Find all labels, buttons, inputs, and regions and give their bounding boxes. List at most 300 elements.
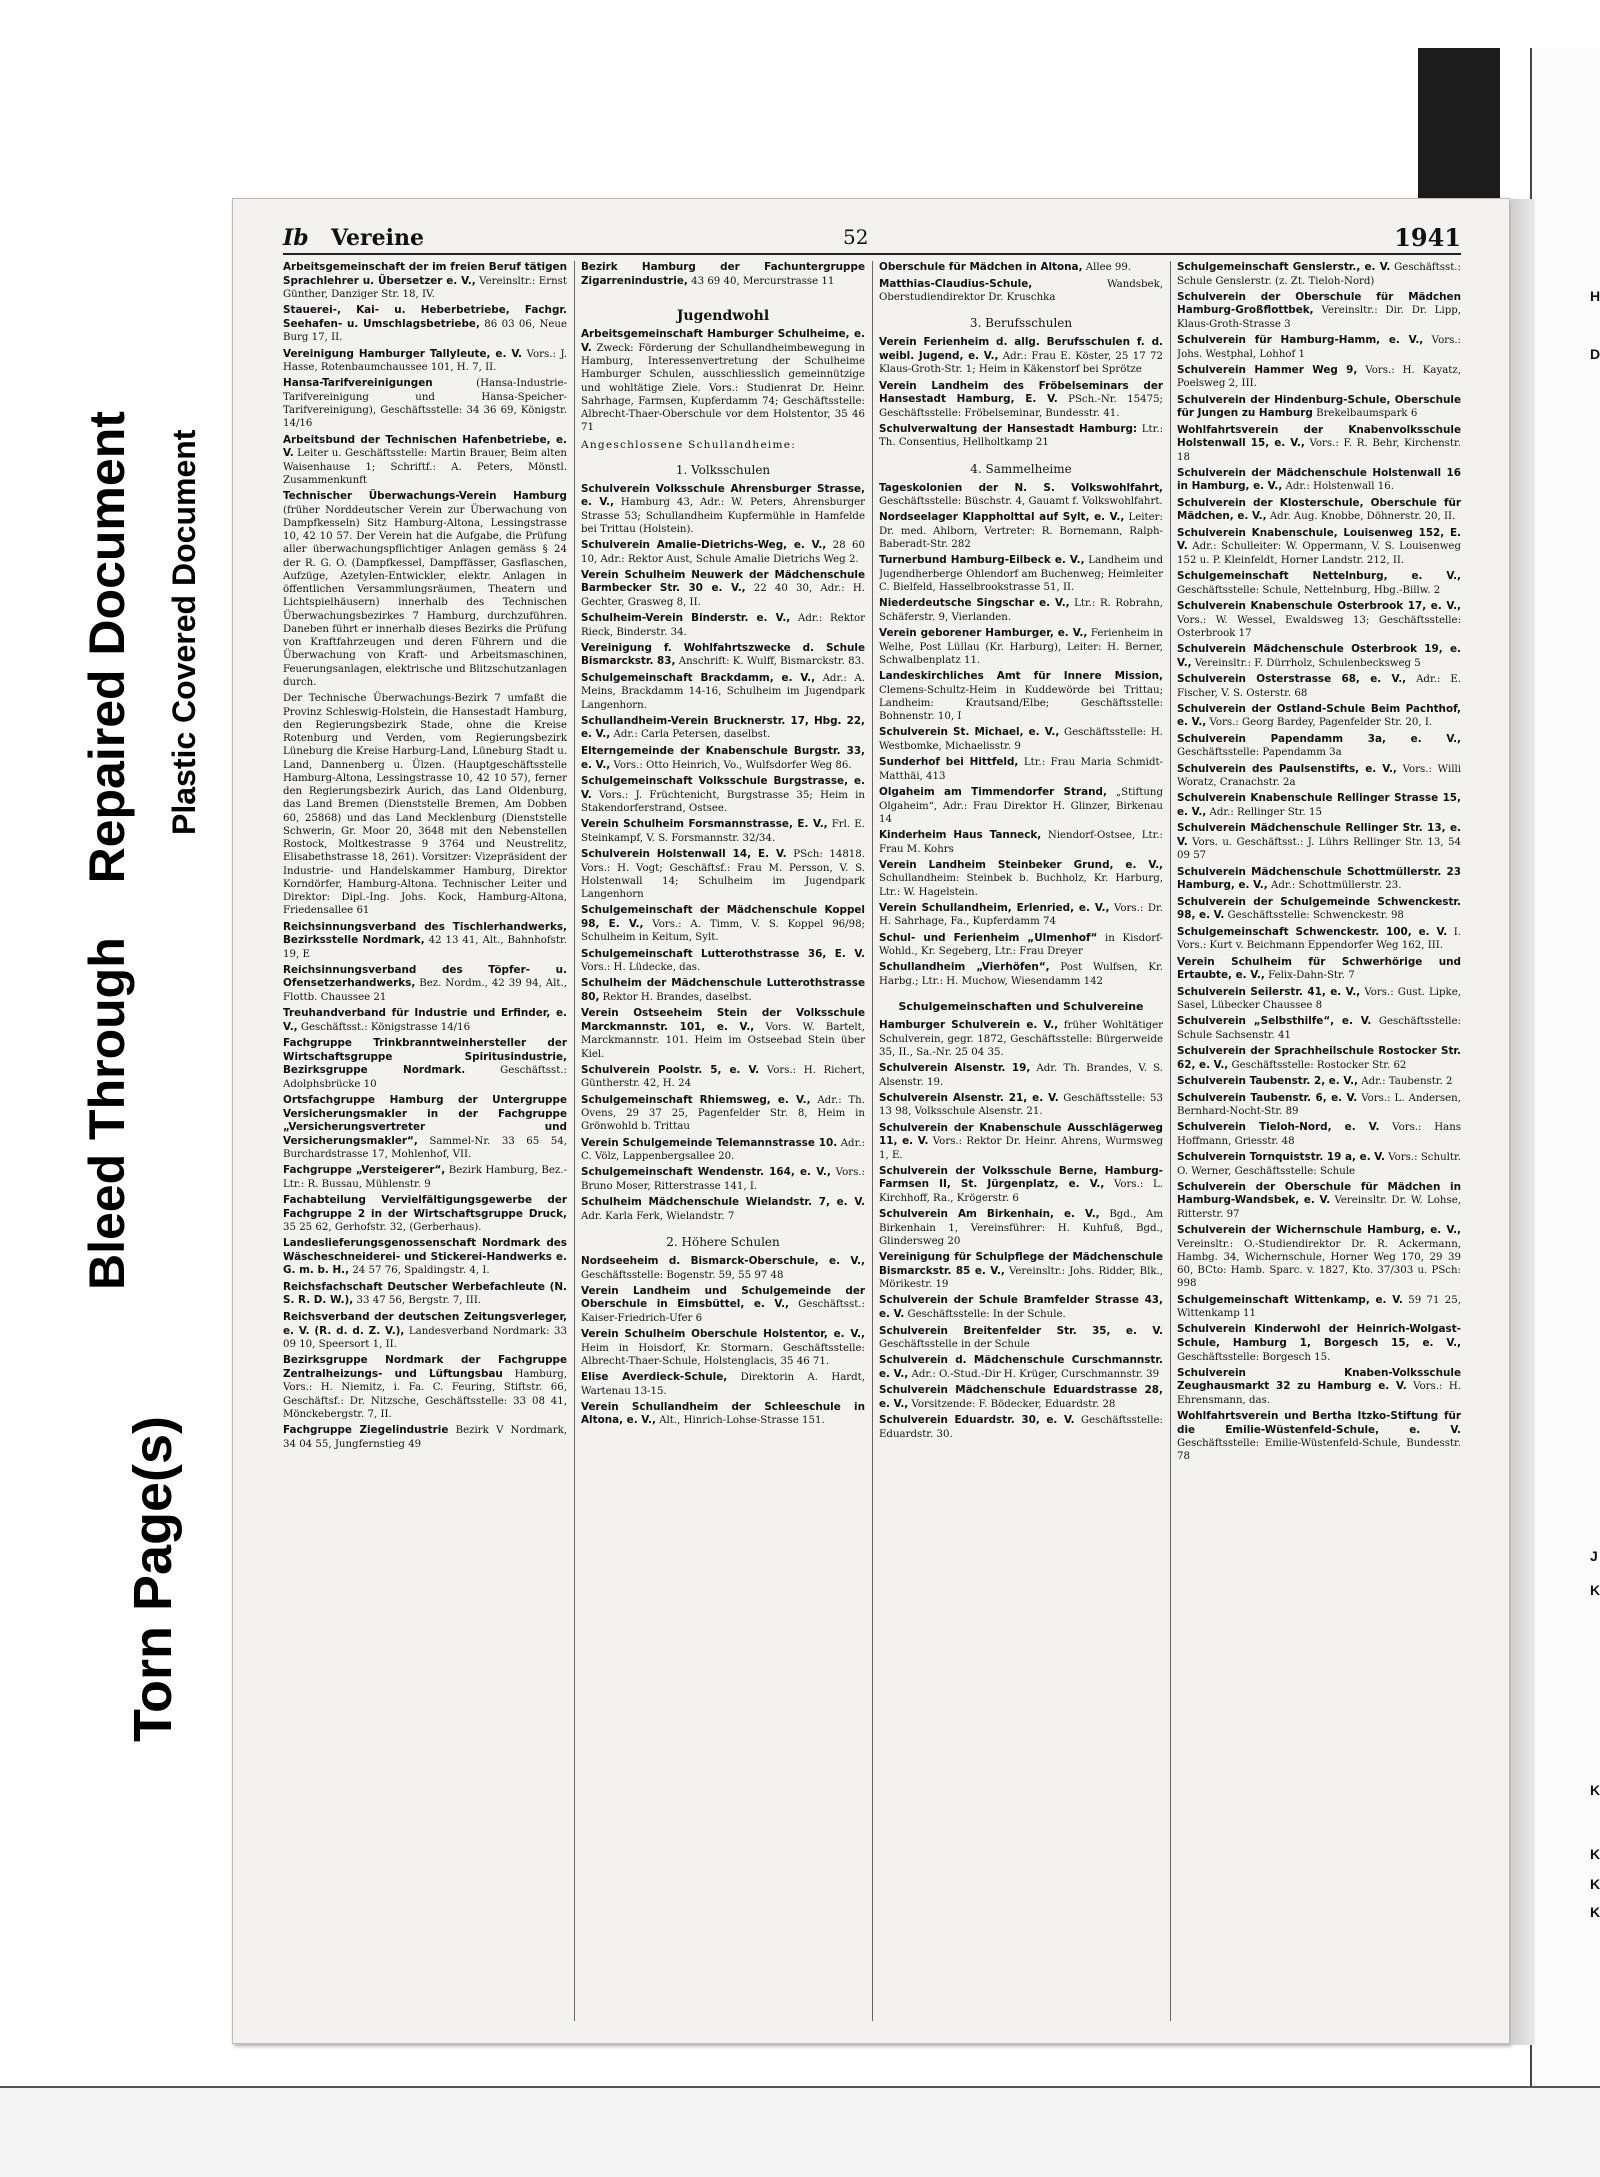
directory-entry	[581, 1328, 865, 1368]
entry-details: Adr.: E. Fischer, V. S. Osterstr. 68	[1177, 674, 1461, 699]
directory-entry	[283, 304, 567, 344]
directory-entry	[581, 948, 865, 975]
directory-entry	[879, 1294, 1163, 1321]
entry-details: Geschäftsstelle: 53 13 98, Volksschule Alsenstr. 21.	[879, 1092, 1163, 1118]
margin-letter: D	[1590, 346, 1600, 362]
entry-details: 24 57 76, Spaldingstr. 4, I.	[352, 1265, 490, 1277]
entry-details: „Stiftung Olgaheim“, Adr.: Frau Direktor H. Glinzer, Birkenau 14	[879, 786, 1163, 825]
margin-letter: K	[1590, 1876, 1600, 1892]
directory-entry	[1177, 1367, 1461, 1407]
directory-entry	[1177, 986, 1461, 1013]
entry-details: Frl. E. Steinkampf, V. S. Forsmannstr. 32/34.	[581, 819, 865, 844]
entry-details: Ltr.: R. Robrahn, Schäferstr. 9, Vierlanden.	[879, 598, 1163, 623]
directory-entry	[581, 1094, 865, 1134]
condition-labels	[60, 330, 240, 1750]
margin-letter: K	[1590, 1582, 1600, 1598]
entry-name: Schulverein der Klosterschule, Oberschule für Mädchen, e. V.,	[1177, 496, 1461, 523]
directory-entry	[1177, 334, 1461, 361]
directory-entry	[1177, 822, 1461, 862]
directory-entry	[1177, 1294, 1461, 1321]
label-bleed-through	[78, 411, 136, 1290]
entry-details: Vors.: Rektor Dr. Heinr. Ahrens, Wurmsweg 1, E.	[879, 1136, 1163, 1161]
entry-details: Adr.: O.-Stud.-Dir H. Krüger, Curschmannstr. 39	[911, 1368, 1160, 1380]
entry-details: Adr.: C. Völz, Lappenbergsallee 20.	[581, 1137, 865, 1163]
directory-entry	[1177, 1121, 1461, 1148]
directory-entry	[1177, 1015, 1461, 1042]
entry-name: Schulverein Mädchenschule Eduardstrasse 28, e. V.,	[879, 1384, 1163, 1410]
directory-entry	[1177, 1045, 1461, 1072]
directory-entry	[879, 829, 1163, 856]
directory-entry	[1177, 763, 1461, 790]
entry-name: Schulverein der Hindenburg-Schule, Oberschule für Jungen zu Hamburg	[1177, 393, 1461, 420]
directory-entry	[1177, 467, 1461, 494]
entry-name: Schulverein der Wichernschule Hamburg, e. V.,	[1177, 1224, 1461, 1237]
directory-entry	[283, 1354, 567, 1421]
entry-name: Elise Averdieck-Schule,	[581, 1371, 728, 1384]
entry-name: Schulgemeinschaft Brackdamm, e. V.,	[581, 671, 816, 684]
entry-list	[1177, 261, 1461, 1464]
entry-details: Adr. Aug. Knobbe, Döhnerstr. 20, II.	[1269, 511, 1456, 523]
entry-details: Geschäftsst.: Kaiser-Friedrich-Ufer 6	[581, 1299, 865, 1324]
label-torn-pages: Torn Page(s)	[123, 1415, 183, 1742]
directory-entry	[879, 1165, 1163, 1205]
column-rule	[574, 261, 575, 2021]
entry-name: Ortsfachgruppe Hamburg der Untergruppe Versicherungsmakler in der Fachgruppe „Versicherungsvertreter und Versicherungsmakler“,	[283, 1094, 567, 1147]
entry-details: Vors.: L. Andersen, Bernhard-Nocht-Str. 89	[1177, 1092, 1461, 1118]
entry-details: Adr.: A. Meins, Brackdamm 14-16, Schulheim im Jugendpark Langenhorn.	[581, 672, 865, 711]
entry-details: Alt., Hinrich-Lohse-Strasse 151.	[659, 1415, 825, 1427]
margin-letter: K	[1590, 1782, 1600, 1798]
entry-details: Adr.: Rellinger Str. 15	[1209, 806, 1322, 818]
directory-entry	[283, 1237, 567, 1278]
entry-name: Schulverein Volksschule Ahrensburger Strasse, e. V.,	[581, 482, 865, 509]
entry-details: Adr.: Schulleiter: W. Oppermann, V. S. Louisenweg 152 u. P. Kleinfeldt, Horner Landstr. 212, II.	[1177, 541, 1461, 566]
entry-name: Verein Schulheim für Schwerhörige und Ertaubte, e. V.,	[1177, 955, 1461, 982]
entry-name: Schulverein Hammer Weg 9,	[1177, 363, 1358, 376]
entry-name: Kinderheim Haus Tanneck,	[879, 829, 1042, 841]
entry-name: Tageskolonien der N. S. Volkswohlfahrt,	[879, 481, 1163, 494]
directory-entry	[879, 482, 1163, 509]
entry-name: Hansa-Tarifvereinigungen	[283, 377, 433, 390]
entry-details: 42 13 41, Alt., Bahnhofstr. 19, E	[283, 935, 567, 960]
entry-name: Schulverein der Oberschule für Mädchen in Hamburg-Wandsbek, e. V.	[1177, 1180, 1461, 1207]
entry-details: (früher Norddeutscher Verein zur Überwachung von Dampfkesseln) Sitz Hamburg-Altona, Lessingstrasse 10, 42 10 57. Der Verein hat die Aufgabe, die Prüfung aller überwachungspflichtiger Anlagen gemäss § 24 der R. G. O. (Dampfkessel, Dampffässer, Gasflaschen, Aufzüge, Azetylen-Entwickler, elektr. Anlagen in öffentlichen Versammlungsräumen, Theatern und Lichtspielhäusern) innerhalb des Technischen Überwachungsbezirkes 7 Hamburg, durchzuführen. Daneben führt er innerhalb dieses Bezirks die Prüfung von Kraftfahrzeugen und deren Führern und die Überwachung von Kraft- und Arbeitsmaschinen, Feuerungsanlagen, elektrische und Blitzschutzanlagen durch.	[283, 504, 567, 688]
directory-entry	[1177, 1151, 1461, 1178]
entry-name: Schulheim-Verein Binderstr. e. V.,	[581, 612, 791, 625]
directory-entry	[283, 1037, 567, 1091]
directory-entry	[1177, 424, 1461, 464]
directory-entry	[1177, 956, 1461, 983]
directory-entry	[581, 569, 865, 609]
entry-name: Olgaheim am Timmendorfer Strand,	[879, 785, 1107, 798]
margin-letter: K	[1590, 1904, 1600, 1920]
entry-name: Reichsinnungsverband des Töpfer- u. Ofensetzerhandwerks,	[283, 963, 567, 990]
directory-entry	[581, 642, 865, 669]
directory-entry	[879, 336, 1163, 376]
entry-details: Anschrift: K. Wulff, Bismarckstr. 83.	[678, 656, 865, 668]
entry-name: Matthias-Claudius-Schule,	[879, 277, 1033, 290]
entry-name: Nordseelager Klappholttal auf Sylt, e. V.,	[879, 511, 1125, 524]
entry-details: Geschäftsstelle: Büschstr. 4, Gauamt f. Volkswohlfahrt.	[879, 496, 1163, 508]
entry-details: Adr.: Schottmüllerstr. 23.	[1270, 880, 1402, 892]
entry-details: Geschäftsstelle: Rostocker Str. 62	[1231, 1059, 1407, 1071]
entry-name: Schul- und Ferienheim „Ulmenhof“	[879, 931, 1098, 944]
entry-name: Reichsverband der deutschen Zeitungsverleger, e. V. (R. d. d. Z. V.),	[283, 1310, 567, 1337]
entry-name: Schulgemeinschaft Rhiemsweg, e. V.,	[581, 1093, 811, 1106]
directory-entry	[581, 848, 865, 901]
directory-entry	[581, 672, 865, 712]
entry-details: Hamburg, Vors.: H. Niemitz, i. Fa. C. Feuring, Stiftstr. 66, Geschäftsf.: Dr. Nitzsche, Geschäftsstelle: 33 08 41, Mönckebergstr. 7, II.	[283, 1368, 567, 1420]
entry-list	[581, 261, 865, 288]
entry-details: Clemens-Schultz-Heim in Kuddewörde bei Trittau; Landheim: Krautsand/Elbe; Geschäftsstelle: Bohnenstr. 10, I	[879, 684, 1163, 723]
entry-details: Vors.: Bruno Moser, Ritterstrasse 141, I.	[581, 1167, 865, 1192]
directory-entry	[879, 1251, 1163, 1291]
entry-name: Schulverein der Volksschule Berne, Hamburg-Farmsen II, St. Jürgenplatz, e. V.,	[879, 1164, 1163, 1191]
directory-entry	[1177, 291, 1461, 331]
directory-entry	[581, 715, 865, 742]
directory-entry	[879, 902, 1163, 929]
entry-name: Elterngemeinde der Knabenschule Burgstr. 33, e. V.,	[581, 744, 865, 771]
entry-details: Geschäftsst.: Schule Genslerstr. (z. Zt. Tieloh-Nord)	[1177, 262, 1461, 287]
entry-name: Arbeitsbund der Technischen Hafenbetriebe, e. V.	[283, 433, 567, 460]
entry-details: Bgd., Am Birkenhain 1, Vereinsführer: H. Kuhfuß, Bgd., Glindersweg 20	[879, 1209, 1163, 1247]
column-4	[1177, 261, 1461, 2021]
header-page-number: 52	[843, 225, 869, 249]
entry-name: Schulverein Alsenstr. 21, e. V.	[879, 1091, 1059, 1104]
margin-letter: H	[1590, 288, 1600, 304]
entry-name: Schullandheim-Verein Brucknerstr. 17, Hbg. 22, e. V.,	[581, 714, 865, 741]
directory-entry	[283, 1311, 567, 1351]
entry-details: Adr. Karla Ferk, Wielandstr. 7	[581, 1210, 735, 1222]
entry-name: Schulverein Breitenfelder Str. 35, e. V.	[879, 1324, 1163, 1337]
section-heading: Jugendwohl	[676, 308, 770, 325]
directory-entry	[581, 539, 865, 566]
directory-entry	[879, 932, 1163, 959]
entry-details: Der Technische Überwachungs-Bezirk 7 umfaßt die Provinz Schleswig-Holstein, die Hansestadt Hamburg, den Regierungsbezirk Stade, ohne die Kreise Rotenburg und Verden, vom Regierungsbezirk Lüneburg die Kreise Harburg-Land, Lüneburg Stadt u. Land, Dannenberg u. Ülzen. (Hauptgeschäftsstelle Hamburg-Altona, Lessingstrasse 10, 42 10 57), ferner den Regierungsbezirk Aurich, das Land Oldenburg, das Land Bremen (Dienststelle Bremen, Am Dobben 60, 25868) und das Land Mecklenburg (Dienststelle Schwerin, Gr. Moor 20, 3648 mit den Nebenstellen Rostock, Moltkestrasse 9 3764 und Neustrelitz, Elisabethstrasse 18, 261). Vorsitzer: Vizepräsident der Industrie- und Handelskammer Hamburg, Direktor Korndörfer, Hamburg-Altona. Technischer Leiter und Direktor: Dipl.-Ing. Johs. Kock, Hamburg-Altona, Friedensallee 61	[283, 693, 567, 917]
entry-name: Verein geborener Hamburger, e. V.,	[879, 627, 1088, 640]
entry-details: 28 60 10, Adr.: Rektor Aust, Schule Amalie Dietrichs Weg 2.	[581, 540, 865, 565]
entry-details: Brekelbaumspark 6	[1316, 408, 1418, 420]
subsection-heading: 1. Volksschulen	[675, 462, 771, 477]
entry-details: Vors.: Willi Woratz, Cranachstr. 2a	[1177, 763, 1461, 789]
page-header	[283, 221, 1461, 255]
directory-entry	[879, 670, 1163, 723]
entry-name: Schulverein der Schulgemeinde Schwenckestr. 98, e. V.	[1177, 895, 1461, 922]
directory-entry	[1177, 600, 1461, 640]
entry-details: Adr.: Frau E. Köster, 25 17 72 Klaus-Groth-Str. 1; Heim in Käkenstorf bei Sprötze	[879, 350, 1163, 376]
directory-entry	[581, 1007, 865, 1061]
directory-entry	[1177, 527, 1461, 567]
directory-entry	[283, 1281, 567, 1308]
entry-name: Schulverein Amalie-Dietrichs-Weg, e. V.,	[581, 539, 827, 552]
directory-entry	[879, 423, 1163, 450]
directory-entry	[581, 1064, 865, 1091]
entry-name: Verein Schulheim Neuwerk der Mädchenschule Barmbecker Str. 30 e. V.,	[581, 568, 865, 595]
directory-entry	[879, 1208, 1163, 1248]
entry-name: Reichsinnungsverband des Tischlerhandwerks, Bezirksstelle Nordmark,	[283, 920, 567, 947]
directory-entry	[879, 1122, 1163, 1162]
directory-entry	[581, 1255, 865, 1282]
directory-entry	[581, 1137, 865, 1164]
entry-details: Vors. W. Bartelt, Marckmannstr. 101. Heim im Ostseebad Stein über Kiel.	[581, 1021, 865, 1060]
entry-name: Verein Schulgemeinde Telemannstrasse 10.	[581, 1136, 838, 1149]
directory-entry	[879, 554, 1163, 594]
entry-details: Leiter u. Geschäftsstelle: Martin Brauer, Beim alten Waisenhause 1; Schriftf.: A. Peters, Mönstl. Zusammenkunft	[283, 448, 567, 486]
entry-details: Landesverband Nordmark: 33 09 10, Speersort 1, II.	[283, 1325, 567, 1351]
directory-entry	[879, 786, 1163, 826]
directory-entry	[283, 1094, 567, 1161]
directory-entry	[581, 1401, 865, 1428]
entry-name: Arbeitsgemeinschaft der im freien Beruf tätigen Sprachlehrer u. Übersetzer e. V.,	[283, 261, 567, 287]
entry-name: Bezirk Hamburg der Fachuntergruppe Zigarrenindustrie,	[581, 261, 865, 287]
entry-details: Vereinsltr.: Dir. Dr. Lipp, Klaus-Groth-Strasse 3	[1177, 305, 1461, 330]
entry-details: Vereinsltr.: Ernst Günther, Danziger Str. 18, IV.	[283, 275, 567, 301]
directory-entry	[1177, 570, 1461, 597]
entry-name: Verein Schulheim Oberschule Holstentor, e. V.,	[581, 1328, 865, 1341]
entry-name: Bezirksgruppe Nordmark der Fachgruppe Zentralheizungs- und Lüftungsbau	[283, 1354, 567, 1380]
entry-details: Vors.: Schultr. O. Werner, Geschäftsstelle: Schule	[1177, 1152, 1461, 1177]
directory-entry	[581, 977, 865, 1004]
entry-details: 35 25 62, Gerhofstr. 32, (Gerberhaus).	[283, 1222, 482, 1234]
entry-details: PSch.-Nr. 15475; Geschäftsstelle: Fröbelseminar, Bundesstr. 41.	[879, 394, 1163, 419]
entry-name: Arbeitsgemeinschaft Hamburger Schulheime, e. V.	[581, 328, 865, 354]
directory-entry	[581, 1371, 865, 1398]
margin-letter: J	[1590, 1548, 1598, 1564]
entry-details: Vereinsltr. Dr. W. Lohse, Ritterstr. 97	[1177, 1195, 1461, 1220]
entry-details: Vors.: F. R. Behr, Kirchenstr. 18	[1177, 438, 1461, 463]
entry-name: Vereinigung für Schulpflege der Mädchenschule Bismarckstr. 85 e. V.,	[879, 1251, 1163, 1277]
entry-details: Geschäftsst.: Adolphsbrücke 10	[283, 1065, 567, 1090]
entry-name: Vereinigung f. Wohlfahrtszwecke d. Schule Bismarckstr. 83,	[581, 641, 865, 668]
entry-details: Allee 99.	[1085, 262, 1132, 273]
entry-name: Fachabteilung Vervielfältigungsgewerbe der Fachgruppe 2 in der Wirtschaftsgruppe Druck,	[283, 1194, 567, 1220]
directory-entry	[879, 1354, 1163, 1381]
directory-entry	[581, 904, 865, 944]
directory-entry	[879, 511, 1163, 551]
entry-name: Verein Schullandheim der Schleeschule in Altona, e. V.,	[581, 1400, 865, 1427]
entry-details: Post Wulfsen, Kr. Harbg.; Ltr.: H. Muchow, Wiesendamm 142	[879, 962, 1163, 987]
entry-details: 59 71 25, Wittenkamp 11	[1177, 1294, 1461, 1320]
directory-entry	[1177, 1323, 1461, 1363]
entry-details: 86 03 06, Neue Burg 17, II.	[283, 318, 567, 344]
entry-name: Schulverein Knabenschule Osterbrook 17, e. V.,	[1177, 600, 1461, 612]
directory-entry	[1177, 261, 1461, 288]
scan-bottom-margin	[0, 2086, 1600, 2177]
directory-entry	[283, 1194, 567, 1234]
column-rule	[1170, 261, 1171, 2021]
entry-details: Schullandheim: Steinbek b. Buchholz, Kr. Harburg, Ltr.: W. Hagelstein.	[879, 873, 1163, 898]
entry-name: Fachgruppe Trinkbranntweinhersteller der Wirtschaftsgruppe Spiritusindustrie, Bezirksgruppe Nordmark.	[283, 1037, 567, 1077]
entry-name: Schulgemeinschaft Wittenkamp, e. V.	[1177, 1293, 1403, 1306]
entry-details: (Hansa-Industrie-Tarifvereinigung und Hansa-Speicher-Tarifvereinigung), Geschäftsstelle: 34 36 69, Königstr. 14/16	[283, 378, 567, 430]
entry-name: Schulverein für Hamburg-Hamm, e. V.,	[1177, 334, 1424, 347]
entry-details: Bezirk Hamburg, Bez.-Ltr.: R. Bussau, Mühlenstr. 9	[283, 1165, 567, 1190]
entry-name: Verein Schullandheim, Erlenried, e. V.,	[879, 901, 1110, 914]
entry-details: Vors.: Dr. H. Sahrhage, Fa., Kupferdamm 74	[879, 902, 1163, 928]
entry-details: Ltr.: Frau Maria Schmidt-Matthäi, 413	[879, 757, 1163, 782]
directory-entry	[283, 1164, 567, 1191]
directory-entry	[1177, 643, 1461, 670]
subsection-heading: 3. Berufsschulen	[969, 316, 1073, 331]
header-section: Ib	[283, 225, 309, 251]
entry-name: Schulverein d. Mädchenschule Curschmannstr. e. V.,	[879, 1354, 1163, 1380]
directory-entry	[1177, 673, 1461, 700]
entry-name: Schulverein der Oberschule für Mädchen Hamburg-Großflottbek,	[1177, 290, 1461, 317]
directory-entry	[283, 1007, 567, 1034]
entry-name: Schulverein Knabenschule Rellinger Strasse 15, e. V.,	[1177, 792, 1461, 818]
directory-entry	[1177, 497, 1461, 524]
entry-name: Landeskirchliches Amt für Innere Mission,	[879, 670, 1163, 683]
entry-details: Direktorin A. Hardt, Wartenau 13-15.	[581, 1372, 865, 1397]
entry-name: Wohlfahrtsverein und Bertha Itzko-Stiftung für die Emilie-Wüstenfeld-Schule, e. V.	[1177, 1410, 1461, 1436]
entry-details: Hamburg 43, Adr.: W. Peters, Ahrensburger Strasse 53; Schullandheim Kupfermühle in Hamfelde bei Trittau (Holstein).	[581, 497, 865, 535]
directory-entry	[581, 1196, 865, 1223]
entry-details: Adr.: Th. Ovens, 29 37 25, Pagenfelder Str. 8, Heim in Grönwohld b. Trittau	[581, 1094, 865, 1133]
entry-details: Niendorf-Ostsee, Ltr.: Frau M. Kohrs	[879, 830, 1163, 855]
entry-name: Schulverein Holstenwall 14, E. V.	[581, 848, 787, 861]
entry-details: Geschäftsstelle: Emilie-Wüstenfeld-Schule, Bundesstr. 78	[1177, 1438, 1461, 1463]
entry-details: Ferienheim in Welhe, Post Lüllau (Kr. Harburg), Leiter: H. Berner, Schwalbenplatz 11.	[879, 628, 1163, 666]
entry-details: früher Wohltätiger Schulverein, gegr. 1872, Geschäftsstelle: Bürgerweide 35, II., Sa.-Nr. 25 04 35.	[879, 1020, 1163, 1058]
entry-details: Leiter: Dr. med. Ahlborn, Vertreter: R. Bornemann, Ralph-Baberadt-Str. 282	[879, 512, 1163, 551]
directory-entry	[879, 380, 1163, 420]
directory-entry	[879, 1325, 1163, 1352]
entry-details: Vors.: Hans Hoffmann, Griesstr. 48	[1177, 1122, 1461, 1147]
entry-details: Vors.: H. Kayatz, Poelsweg 2, III.	[1177, 364, 1461, 390]
entry-name: Schulverein Kinderwohl der Heinrich-Wolgast-Schule, Hamburg 1, Borgesch 15, e. V.,	[1177, 1323, 1461, 1349]
entry-name: Schulverein Taubenstr. 2, e. V.,	[1177, 1075, 1358, 1088]
entry-name: Schulverein Knaben-Volksschule Zeughausmarkt 32 zu Hamburg e. V.	[1177, 1366, 1461, 1393]
directory-entry	[1177, 1410, 1461, 1464]
entry-name: Schulverein Alsenstr. 19,	[879, 1062, 1031, 1075]
entry-name: Turnerbund Hamburg-Eilbeck e. V.,	[879, 554, 1085, 567]
entry-details: Vereinsltr.: F. Dürrholz, Schulenbecksweg 5	[1194, 657, 1421, 669]
entry-name: Niederdeutsche Singschar e. V.,	[879, 597, 1070, 610]
directory-entry	[1177, 1224, 1461, 1291]
entry-details: Adr. Th. Brandes, V. S. Alsenstr. 19.	[879, 1063, 1163, 1088]
directory-entry	[1177, 792, 1461, 819]
label-bleed-through-text: Bleed Through	[79, 937, 135, 1290]
directory-entry	[879, 859, 1163, 899]
column-rule	[872, 261, 873, 2021]
entry-details: Geschäftsstelle: Schwenckestr. 98	[1227, 910, 1404, 922]
entry-name: Schulverein Eduardstr. 30, e. V.	[879, 1414, 1075, 1427]
directory-entry	[879, 756, 1163, 783]
directory-entry	[283, 434, 567, 488]
entry-name: Schulverein Knabenschule, Louisenweg 152, E. V.	[1177, 526, 1461, 553]
directory-entry	[879, 1414, 1163, 1441]
entry-name: Verein Schulheim Forsmannstrasse, E. V.,	[581, 818, 828, 831]
directory-entry	[879, 1092, 1163, 1119]
entry-name: Oberschule für Mädchen in Altona,	[879, 261, 1083, 273]
entry-details: Adr.: Rektor Rieck, Binderstr. 34.	[581, 613, 865, 638]
entry-details: Adr.: Carla Petersen, daselbst.	[613, 729, 771, 741]
directory-entry	[879, 278, 1163, 305]
directory-entry	[283, 348, 567, 375]
entry-details: Bezirk V Nordmark, 34 04 55, Jungfernstieg 49	[283, 1425, 567, 1450]
directory-entry	[581, 1166, 865, 1193]
entry-details: Geschäftsstelle: H. Westbomke, Michaelisstr. 9	[879, 727, 1163, 752]
entry-name: Schulverein St. Michael, e. V.,	[879, 726, 1060, 739]
label-repaired-document-text: Repaired Document	[79, 411, 135, 884]
directory-page	[232, 198, 1510, 2044]
entry-name: Schulheim der Mädchenschule Lutterothstrasse 80,	[581, 977, 865, 1003]
entry-list	[879, 261, 1163, 304]
entry-details: Zweck: Förderung der Schullandheimbewegung in Hamburg, Interessenvertretung der Schulheime Hamburger Schulen, ausschliesslich gemeinnützige und wohltätige Ziele. Vors.: Studienrat Dr. Heinr. Sahrhage, Farmsen, Kupferdamm 74; Geschäftsstelle: Albrecht-Thaer-Oberschule vor dem Holstentor, 35 46 71	[581, 342, 865, 434]
entry-name: Schullandheim „Vierhöfen“,	[879, 961, 1050, 974]
directory-entry	[581, 745, 865, 772]
entry-name: Schulverein Seilerstr. 41, e. V.,	[1177, 985, 1361, 998]
entry-list	[879, 336, 1163, 449]
entry-name: Schulverein der Schule Bramfelder Strasse 43, e. V.	[879, 1294, 1163, 1320]
entry-name: Schulverein Tieloh-Nord, e. V.	[1177, 1121, 1380, 1134]
entry-name: Hamburger Schulverein e. V.,	[879, 1019, 1059, 1032]
directory-entry	[1177, 394, 1461, 421]
entry-list	[581, 328, 865, 435]
directory-entry	[283, 964, 567, 1004]
directory-entry	[879, 1019, 1163, 1059]
entry-details: Vors.: J. Hasse, Rotenbaumchaussee 101, H. 7, II.	[283, 348, 567, 374]
entry-name: Verein Landheim und Schulgemeinde der Oberschule in Eimsbüttel, e. V.,	[581, 1284, 865, 1311]
entry-details: Geschäftsstelle: Schule, Nettelnburg, Hbg.-Billw. 2	[1177, 584, 1441, 596]
entry-name: Schulgemeinschaft Lutterothstrasse 36, E. V.	[581, 947, 865, 960]
entry-name: Verein Landheim Steinbeker Grund, e. V.,	[879, 858, 1163, 871]
entry-details: Vors.: H. Ehrensmann, das.	[1177, 1381, 1461, 1406]
entry-name: Fachgruppe Ziegelindustrie	[283, 1424, 449, 1437]
entry-name: Verein Ferienheim d. allg. Berufsschulen f. d. weibl. Jugend, e. V.,	[879, 336, 1163, 362]
label-plastic-covered: Plastic Covered Document	[166, 429, 202, 835]
entry-details: Geschäftsstelle: Papendamm 3a	[1177, 747, 1342, 759]
entry-details: Geschäftsstelle: Eduardstr. 30.	[879, 1415, 1163, 1440]
column-3	[879, 261, 1163, 2021]
entry-details: Vors.: L. Kirchhoff, Ra., Krögerstr. 6	[879, 1179, 1163, 1204]
entry-details: in Kisdorf-Wohld., Kr. Segeberg, Ltr.: Frau Dreyer	[879, 932, 1163, 958]
entry-name: Treuhandverband für Industrie und Erfinder, e. V.,	[283, 1007, 567, 1033]
entry-list	[879, 482, 1163, 988]
entry-name: Schulverein Taubenstr. 6, e. V.	[1177, 1091, 1358, 1104]
directory-entry	[581, 1285, 865, 1325]
entry-name: Schulverein der Ostland-Schule Beim Pachthof, e. V.,	[1177, 702, 1461, 729]
entry-name: Schulverein der Mädchenschule Holstenwall 16 in Hamburg, e. V.,	[1177, 466, 1461, 493]
directory-entry	[879, 1384, 1163, 1411]
entry-list	[581, 483, 865, 1223]
entry-details: Rektor H. Brandes, daselbst.	[602, 991, 752, 1003]
entry-details: 22 40 30, Adr.: H. Gechter, Grasweg 8, II.	[581, 583, 865, 608]
directory-entry	[283, 377, 567, 430]
entry-details: I. Vors.: Kurt v. Beichmann Eppendorfer Weg 162, III.	[1177, 926, 1461, 952]
entry-details: Vors.: Otto Heinrich, Vo., Wulfsdorfer Weg 86.	[613, 759, 852, 771]
entry-name: Verein Ostseeheim Stein der Volksschule Marckmannstr. 101, e. V.,	[581, 1007, 865, 1033]
directory-entry	[283, 692, 567, 918]
directory-entry	[581, 328, 865, 435]
directory-entry	[1177, 926, 1461, 953]
entry-name: Vereinigung Hamburger Tallyleute, e. V.	[283, 347, 523, 360]
entry-details: Heim in Hoisdorf, Kr. Stormarn. Geschäftsstelle: Albrecht-Thaer-Schule, Holstenglacis, 35 46 71.	[581, 1342, 865, 1367]
entry-details: Geschäftsstelle: Schule Sachsenstr. 41	[1177, 1016, 1461, 1041]
entry-name: Technischer Überwachungs-Verein Hamburg	[283, 490, 567, 503]
entry-name: Verein Landheim des Fröbelseminars der Hansestadt Hamburg, E. V.	[879, 379, 1163, 406]
directory-entry	[581, 612, 865, 639]
entry-name: Schulverein Mädchenschule Osterbrook 19, e. V.,	[1177, 643, 1461, 669]
scan-dark-strip	[1418, 48, 1500, 198]
entry-details: Geschäftsstelle: Borgesch 15.	[1177, 1351, 1331, 1363]
column-1	[283, 261, 567, 2021]
subsection-heading: 4. Sammelheime	[970, 461, 1072, 476]
entry-name: Fachgruppe „Versteigerer“,	[283, 1164, 446, 1177]
directory-entry	[283, 921, 567, 961]
entry-name: Reichsfachschaft Deutscher Werbefachleute (N. S. R. D. W.),	[283, 1280, 567, 1307]
directory-entry	[581, 261, 865, 288]
